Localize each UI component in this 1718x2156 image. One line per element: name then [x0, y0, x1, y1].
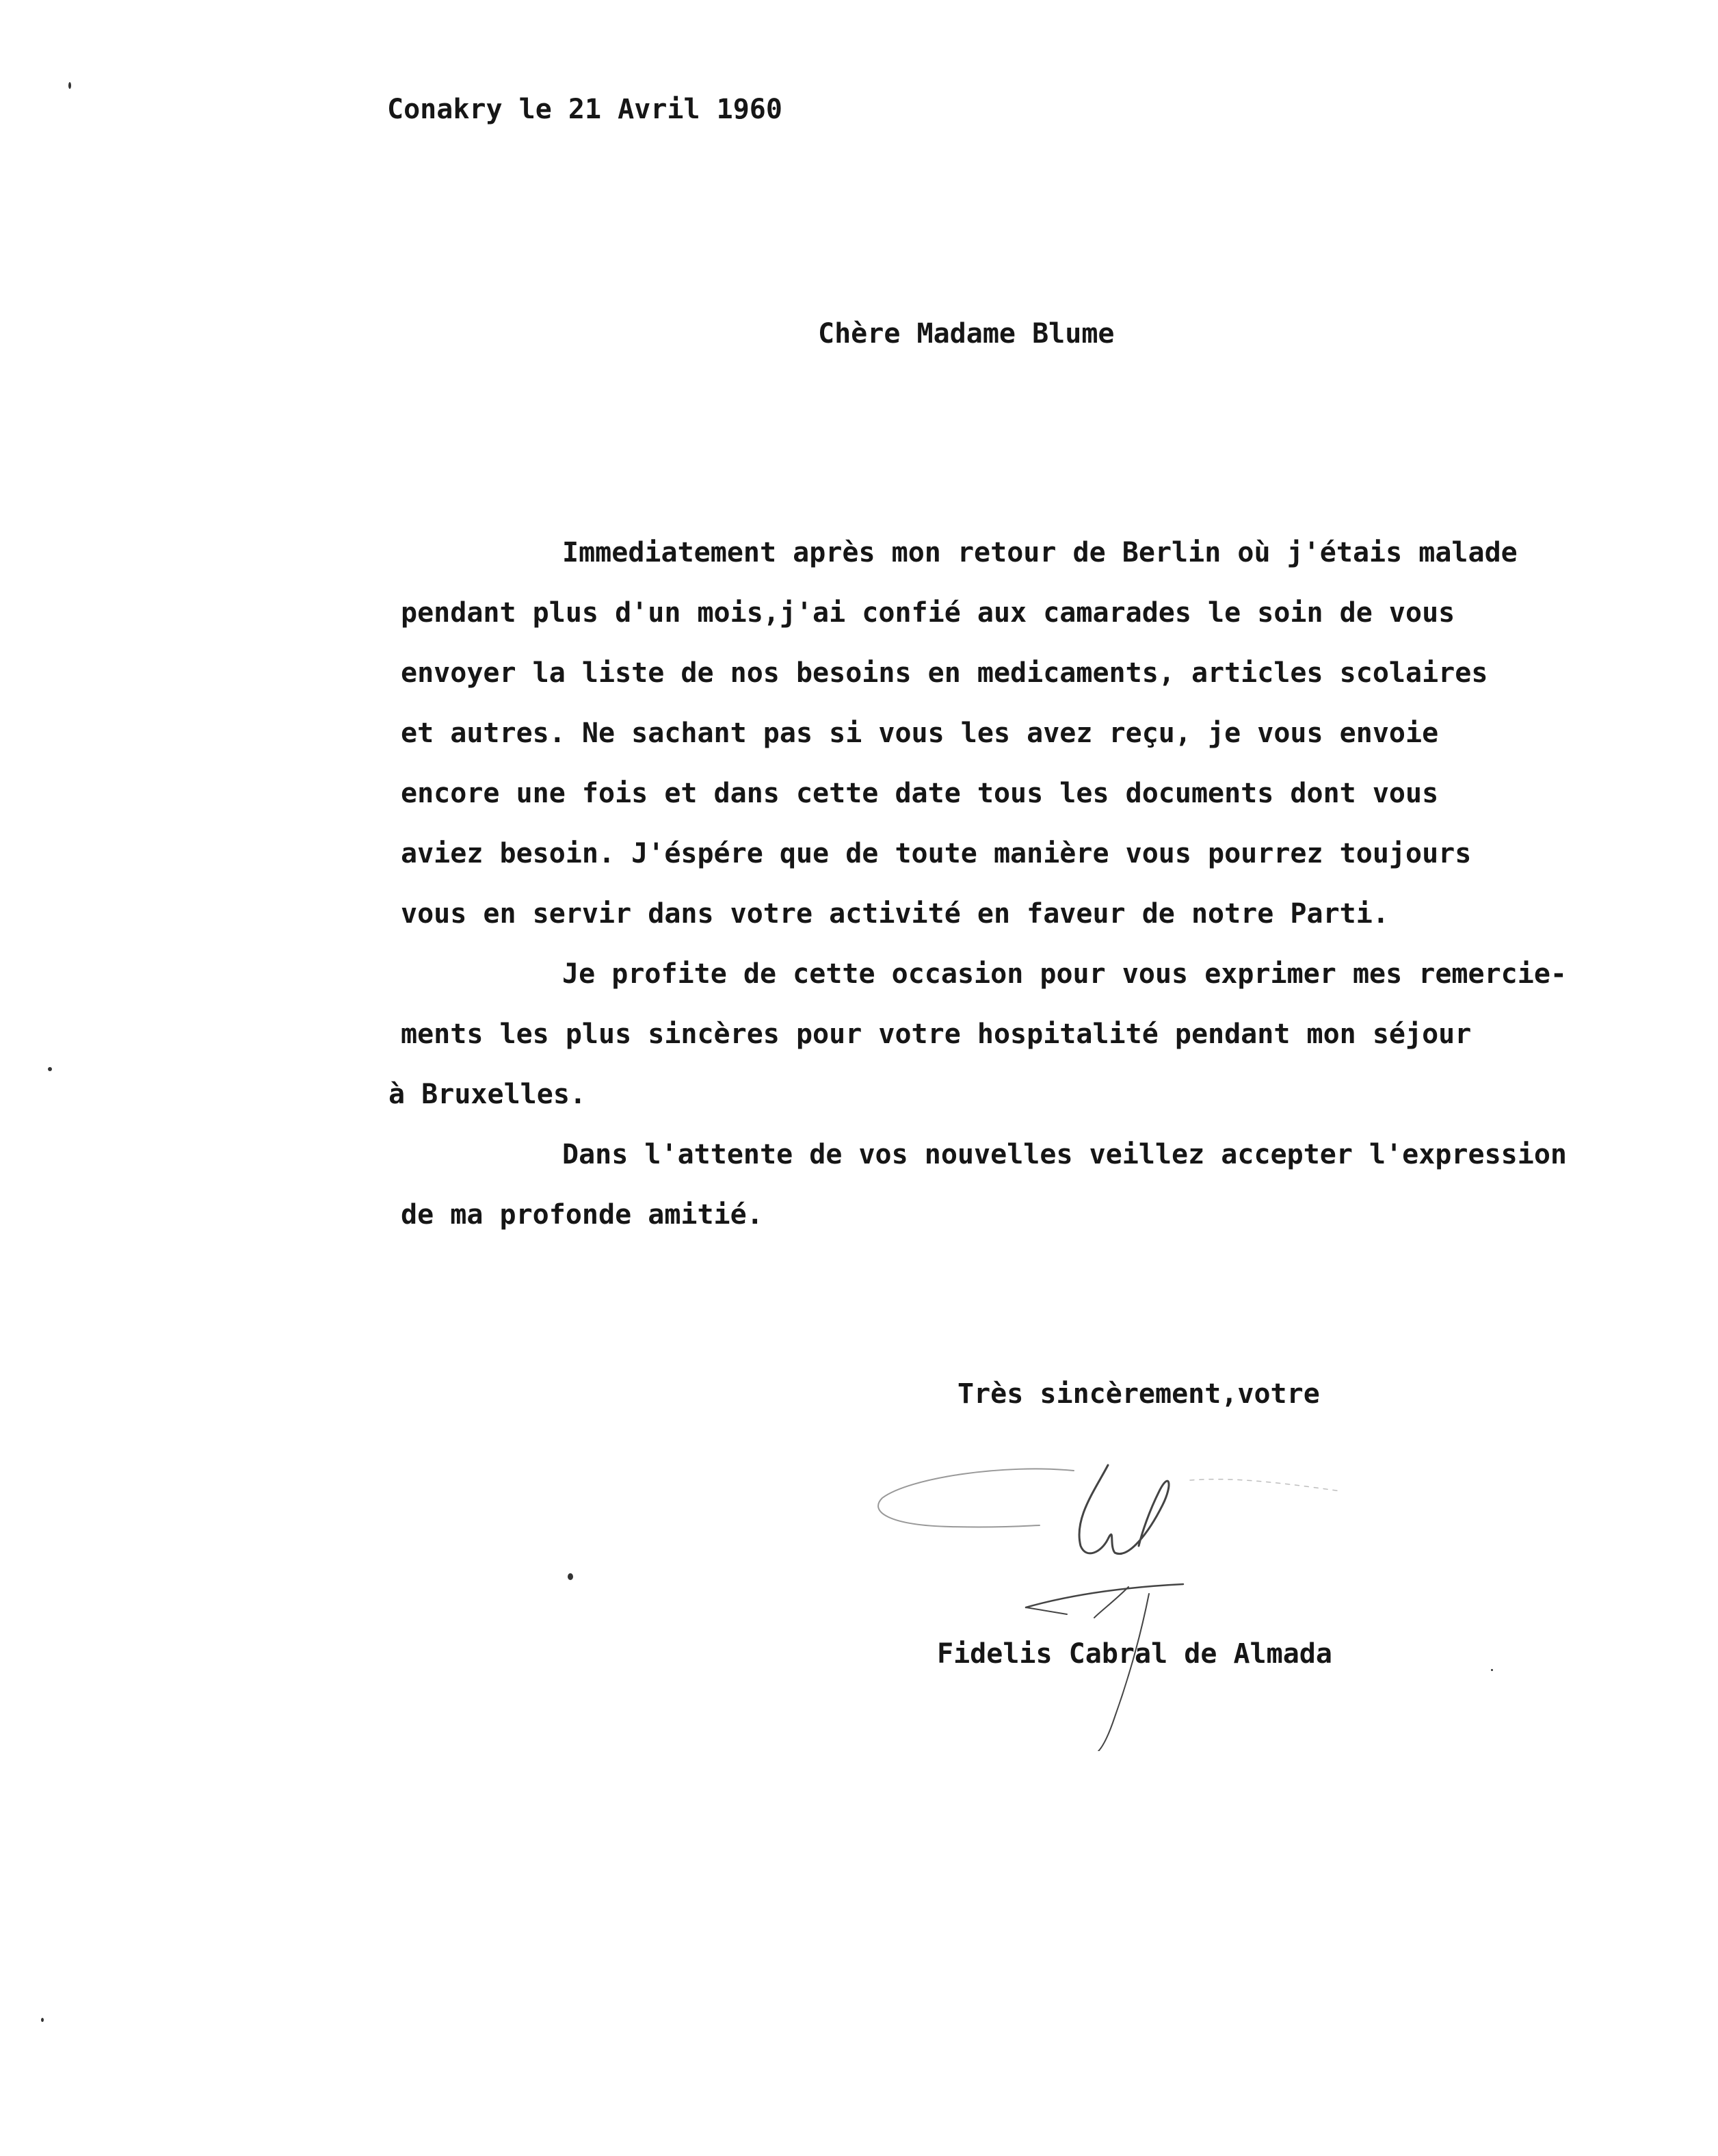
body-line-text: aviez besoin. J'éspére que de toute manière vous pourrez toujours [401, 838, 1472, 869]
scan-speck [568, 1573, 573, 1580]
handwritten-signature [869, 1450, 1361, 1751]
body-line [401, 1201, 1673, 1261]
scan-speck [48, 1067, 52, 1071]
body-line-text: Dans l'attente de vos nouvelles veillez accepter l'expression [562, 1139, 1568, 1170]
body-line [401, 720, 1673, 780]
signer-name: Fidelis Cabral de Almada [937, 1638, 1332, 1670]
body-line-text: encore une fois et dans cette date tous les documents dont vous [401, 778, 1439, 809]
body-line [401, 1141, 1673, 1201]
body-line [401, 900, 1673, 960]
body-line-text: de ma profonde amitié. [401, 1199, 763, 1231]
closing-line: Très sincèrement,votre [957, 1378, 1320, 1410]
body-line-text: et autres. Ne sachant pas si vous les avez reçu, je vous envoie [401, 718, 1439, 749]
body-line-text: pendant plus d'un mois,j'ai confié aux camarades le soin de vous [401, 597, 1455, 629]
body-line-text: envoyer la liste de nos besoins en medicaments, articles scolaires [401, 657, 1488, 689]
scan-speck [68, 82, 71, 89]
body-line [401, 840, 1673, 900]
body-line-text: ments les plus sincères pour votre hospitalité pendant mon séjour [401, 1018, 1472, 1050]
scan-speck [41, 2018, 44, 2022]
date-line: Conakry le 21 Avril 1960 [387, 94, 782, 125]
scan-speck [1491, 1669, 1493, 1671]
letter-body [388, 537, 1673, 1261]
body-line [401, 599, 1673, 659]
body-line [401, 780, 1673, 840]
body-line [401, 539, 1673, 599]
body-line [401, 960, 1673, 1021]
body-line-text: à Bruxelles. [388, 1079, 586, 1110]
body-line-text: Je profite de cette occasion pour vous exprimer mes remercie- [562, 958, 1568, 990]
body-line [401, 659, 1673, 720]
body-line [401, 1018, 1673, 1081]
salutation: Chère Madame Blume [818, 318, 1115, 350]
body-line [388, 1079, 1673, 1141]
body-line-text: Immediatement après mon retour de Berlin où j'étais malade [562, 537, 1518, 568]
body-line-text: vous en servir dans votre activité en faveur de notre Parti. [401, 898, 1389, 930]
